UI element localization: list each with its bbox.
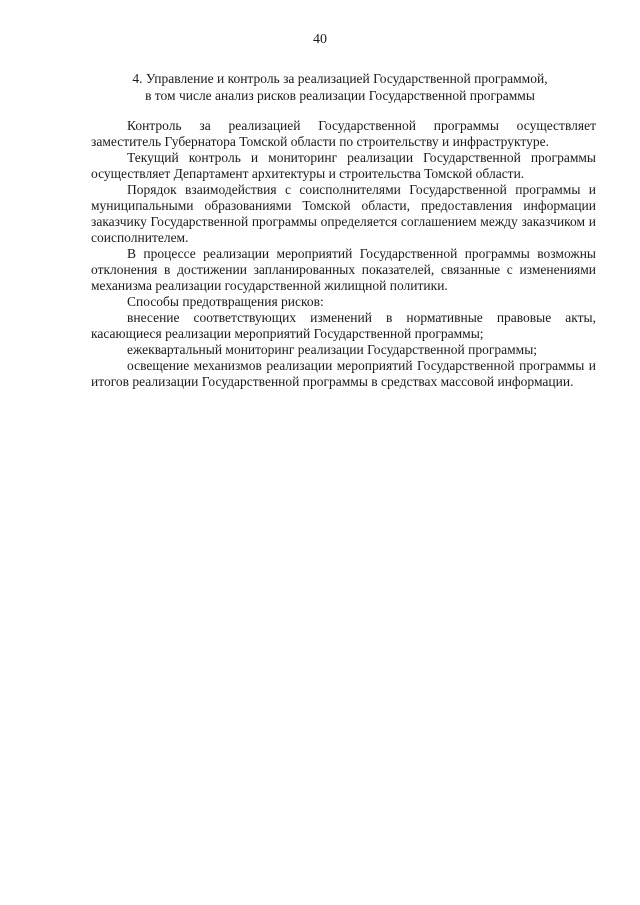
paragraph-monitoring: Текущий контроль и мониторинг реализации Государственной программы осуществляет Департамент архитектуры и строительства Томской области. — [91, 150, 596, 181]
section-heading-line-2: в том числе анализ рисков реализации Государственной программы — [145, 88, 535, 103]
paragraph-control: Контроль за реализацией Государственной программы осуществляет заместитель Губернатора Томской области по строительству и инфраструктуре. — [91, 118, 596, 149]
list-item: освещение механизмов реализации мероприятий Государственной программы и итогов реализации Государственной программы в средствах массовой информации. — [91, 358, 596, 389]
paragraph-risk-methods-intro: Способы предотвращения рисков: — [127, 294, 324, 309]
list-item: внесение соответствующих изменений в нормативные правовые акты, касающиеся реализации мероприятий Государственной программы; — [91, 310, 596, 341]
list-item: ежеквартальный мониторинг реализации Государственной программы; — [127, 342, 538, 357]
paragraph-interaction: Порядок взаимодействия с соисполнителями Государственной программы и муниципальными образованиями Томской области, предоставления информации заказчику Государственной программы определяется соглашением между заказчиком и соисполнителем. — [91, 182, 596, 245]
page-number: 40 — [313, 32, 327, 47]
paragraph-deviations: В процессе реализации мероприятий Государственной программы возможны отклонения в достижении запланированных показателей, связанные с изменениями механизма реализации государственной жилищной политики. — [91, 246, 596, 293]
section-heading-line-1: 4. Управление и контроль за реализацией Государственной программой, — [132, 71, 548, 86]
section-heading — [80, 70, 600, 104]
section-body — [91, 118, 596, 390]
